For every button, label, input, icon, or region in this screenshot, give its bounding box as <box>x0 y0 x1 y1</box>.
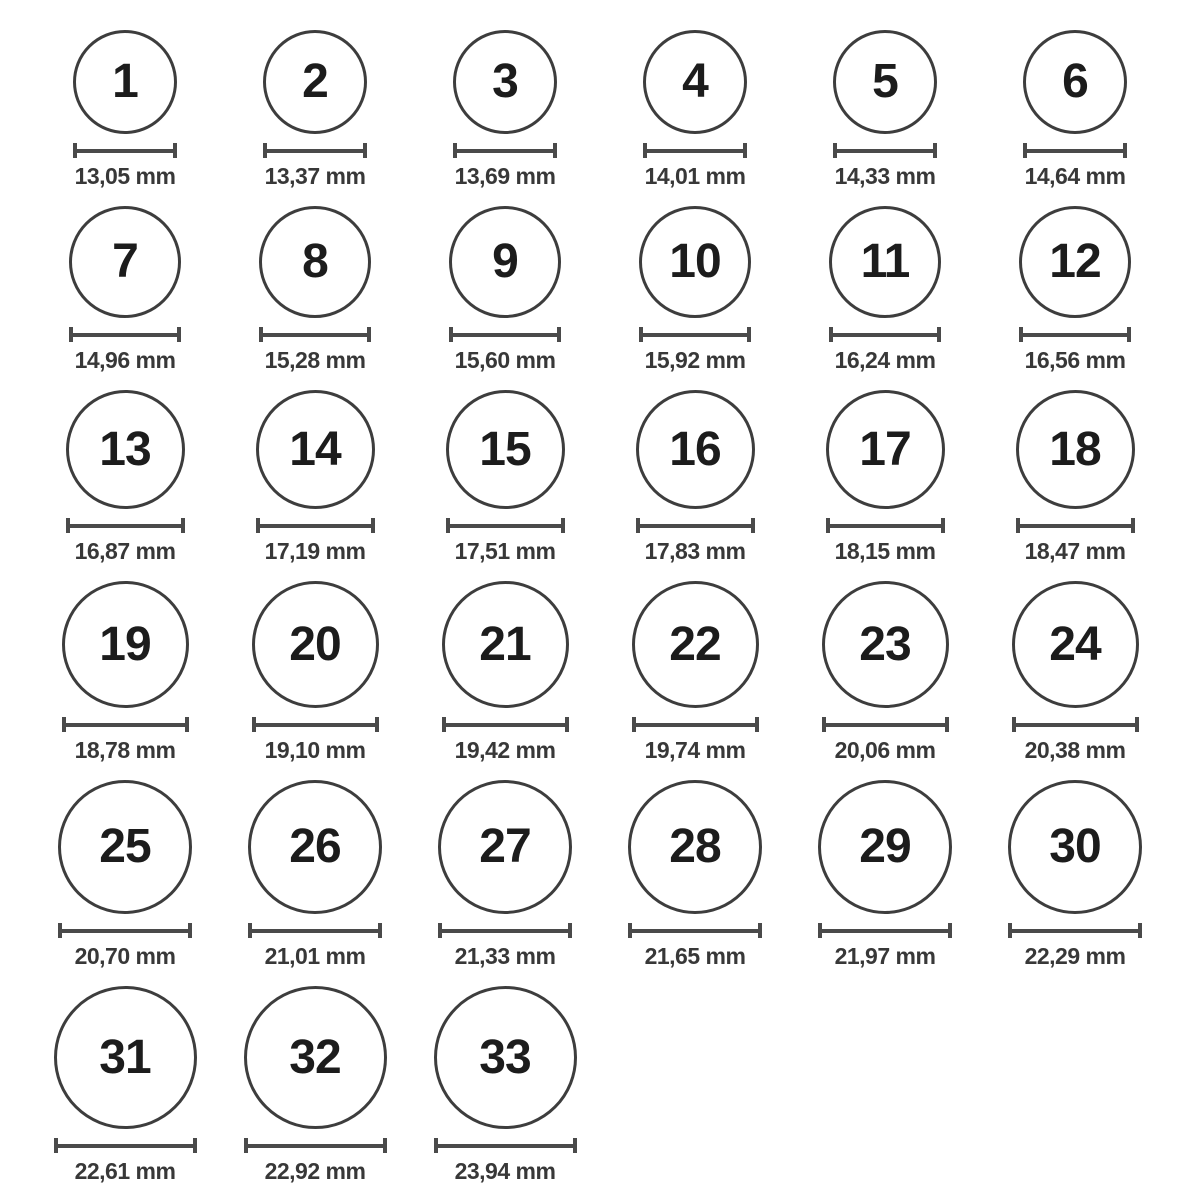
diameter-label: 18,78 mm <box>74 737 176 763</box>
diameter-ruler <box>442 717 569 732</box>
ring-number: 22 <box>669 617 721 671</box>
diameter-label: 14,33 mm <box>834 163 936 189</box>
diameter-ruler <box>643 143 747 158</box>
diameter-ruler <box>822 717 949 732</box>
ruler-line <box>1018 524 1133 528</box>
ring-size-item <box>30 390 220 565</box>
diameter-ruler <box>434 1138 577 1153</box>
ring-size-item <box>790 390 980 565</box>
diameter-label: 21,65 mm <box>644 943 746 969</box>
ring-circle <box>69 206 181 318</box>
ruler-line <box>436 1144 575 1148</box>
ring-number: 33 <box>479 1030 531 1084</box>
diameter-label: 17,51 mm <box>454 538 556 564</box>
diameter-label: 21,01 mm <box>264 943 366 969</box>
diameter-label: 19,74 mm <box>644 737 746 763</box>
ruler-line <box>64 723 187 727</box>
ring-circle <box>1019 206 1131 318</box>
ring-number: 31 <box>99 1030 151 1084</box>
diameter-ruler <box>1012 717 1139 732</box>
ring-size-item <box>980 581 1170 764</box>
ring-size-item <box>790 780 980 970</box>
diameter-label: 20,70 mm <box>74 943 176 969</box>
diameter-label: 14,64 mm <box>1024 163 1126 189</box>
ruler-line <box>831 333 939 337</box>
diameter-ruler <box>639 327 751 342</box>
ring-circle <box>248 780 382 914</box>
ring-size-item <box>980 390 1170 565</box>
diameter-label: 13,05 mm <box>74 163 176 189</box>
diameter-label: 15,28 mm <box>264 347 366 373</box>
ruler-line <box>258 524 373 528</box>
ring-size-row <box>30 780 1170 970</box>
ring-number: 24 <box>1049 617 1101 671</box>
ruler-line <box>448 524 563 528</box>
diameter-label: 16,87 mm <box>74 538 176 564</box>
ring-circle <box>639 206 751 318</box>
ring-number: 15 <box>479 422 531 476</box>
ring-number: 9 <box>492 235 518 288</box>
ring-size-item <box>980 780 1170 970</box>
ring-number: 21 <box>479 617 531 671</box>
diameter-label: 15,92 mm <box>644 347 746 373</box>
ruler-line <box>455 149 555 153</box>
diameter-ruler <box>54 1138 197 1153</box>
ring-circle <box>1016 390 1135 509</box>
ring-size-item <box>790 581 980 764</box>
ring-size-row <box>30 390 1170 565</box>
ring-number: 13 <box>99 422 151 476</box>
ring-circle <box>822 581 949 708</box>
ring-circle <box>256 390 375 509</box>
diameter-ruler <box>62 717 189 732</box>
ring-size-item <box>410 390 600 565</box>
diameter-ruler <box>446 518 565 533</box>
ring-number: 1 <box>112 55 138 108</box>
ring-number: 26 <box>289 820 341 873</box>
ring-circle <box>244 986 387 1129</box>
ruler-line <box>828 524 943 528</box>
ring-number: 8 <box>302 235 328 288</box>
diameter-ruler <box>1019 327 1131 342</box>
diameter-label: 22,92 mm <box>264 1158 366 1184</box>
ruler-line <box>56 1144 195 1148</box>
ruler-line <box>444 723 567 727</box>
ring-number: 29 <box>859 820 911 873</box>
diameter-label: 14,96 mm <box>74 347 176 373</box>
diameter-label: 19,42 mm <box>454 737 556 763</box>
ring-number: 4 <box>682 55 708 108</box>
ring-circle <box>643 30 747 134</box>
diameter-ruler <box>66 518 185 533</box>
diameter-label: 20,38 mm <box>1024 737 1126 763</box>
ring-number: 25 <box>99 820 151 873</box>
diameter-ruler <box>632 717 759 732</box>
ring-size-item <box>600 30 790 190</box>
ring-number: 23 <box>859 617 911 671</box>
ring-size-row <box>30 30 1170 190</box>
ring-circle <box>73 30 177 134</box>
diameter-label: 23,94 mm <box>454 1158 556 1184</box>
ring-number: 5 <box>872 55 898 108</box>
ring-number: 30 <box>1049 820 1101 873</box>
diameter-label: 21,33 mm <box>454 943 556 969</box>
diameter-label: 18,47 mm <box>1024 538 1126 564</box>
diameter-ruler <box>1023 143 1127 158</box>
ring-number: 19 <box>99 617 151 671</box>
diameter-ruler <box>248 923 382 938</box>
diameter-label: 17,83 mm <box>644 538 746 564</box>
ring-circle <box>446 390 565 509</box>
diameter-ruler <box>69 327 181 342</box>
diameter-ruler <box>244 1138 387 1153</box>
ring-circle <box>833 30 937 134</box>
ruler-line <box>820 929 950 933</box>
ruler-line <box>250 929 380 933</box>
ring-number: 2 <box>302 55 328 108</box>
diameter-ruler <box>449 327 561 342</box>
ruler-line <box>1014 723 1137 727</box>
ring-number: 27 <box>479 820 531 873</box>
diameter-ruler <box>1016 518 1135 533</box>
ruler-line <box>641 333 749 337</box>
ring-circle <box>1008 780 1142 914</box>
ring-size-item <box>980 30 1170 190</box>
ring-size-item <box>980 206 1170 374</box>
ring-circle <box>453 30 557 134</box>
ring-circle <box>66 390 185 509</box>
ring-number: 16 <box>669 422 721 476</box>
ring-size-item <box>220 30 410 190</box>
diameter-ruler <box>259 327 371 342</box>
ring-circle <box>263 30 367 134</box>
ruler-line <box>75 149 175 153</box>
ruler-line <box>1021 333 1129 337</box>
ring-size-item <box>790 206 980 374</box>
ruler-line <box>638 524 753 528</box>
ruler-line <box>254 723 377 727</box>
ring-circle <box>826 390 945 509</box>
ring-circle <box>442 581 569 708</box>
ring-size-item <box>30 780 220 970</box>
ring-circle <box>434 986 577 1129</box>
diameter-ruler <box>453 143 557 158</box>
ring-circle <box>632 581 759 708</box>
diameter-ruler <box>829 327 941 342</box>
diameter-label: 16,56 mm <box>1024 347 1126 373</box>
ring-circle <box>1023 30 1127 134</box>
ring-size-item <box>30 30 220 190</box>
ring-size-row <box>30 206 1170 374</box>
diameter-label: 14,01 mm <box>644 163 746 189</box>
ring-number: 11 <box>860 235 910 288</box>
ring-size-item <box>600 206 790 374</box>
ring-number: 17 <box>859 422 911 476</box>
ring-number: 14 <box>289 422 341 476</box>
ring-size-item <box>220 581 410 764</box>
ring-size-item <box>600 390 790 565</box>
ruler-line <box>634 723 757 727</box>
ring-size-item <box>410 780 600 970</box>
ring-circle <box>628 780 762 914</box>
ring-circle <box>636 390 755 509</box>
ring-number: 32 <box>289 1030 341 1084</box>
ruler-line <box>824 723 947 727</box>
ring-circle <box>58 780 192 914</box>
ring-size-item <box>410 581 600 764</box>
ruler-line <box>630 929 760 933</box>
diameter-ruler <box>58 923 192 938</box>
diameter-ruler <box>256 518 375 533</box>
diameter-ruler <box>252 717 379 732</box>
ring-size-item <box>220 986 410 1185</box>
ring-size-row <box>30 986 1170 1185</box>
ring-size-item <box>410 30 600 190</box>
ring-size-item <box>30 581 220 764</box>
ruler-line <box>451 333 559 337</box>
diameter-label: 22,61 mm <box>74 1158 176 1184</box>
diameter-label: 15,60 mm <box>454 347 556 373</box>
ring-size-item <box>600 780 790 970</box>
ring-size-item <box>220 390 410 565</box>
ruler-line <box>835 149 935 153</box>
ring-size-item <box>410 206 600 374</box>
diameter-label: 16,24 mm <box>834 347 936 373</box>
ring-size-item <box>600 581 790 764</box>
ring-number: 12 <box>1049 235 1101 288</box>
ruler-line <box>261 333 369 337</box>
ring-number: 18 <box>1049 422 1101 476</box>
ring-number: 10 <box>669 235 721 288</box>
ring-circle <box>62 581 189 708</box>
diameter-ruler <box>833 143 937 158</box>
ruler-line <box>246 1144 385 1148</box>
ring-circle <box>818 780 952 914</box>
ring-size-row <box>30 581 1170 764</box>
ring-size-item <box>790 30 980 190</box>
ring-circle <box>252 581 379 708</box>
ruler-line <box>645 149 745 153</box>
diameter-ruler <box>73 143 177 158</box>
ring-circle <box>829 206 941 318</box>
ruler-line <box>265 149 365 153</box>
diameter-ruler <box>818 923 952 938</box>
ring-size-item <box>220 206 410 374</box>
ring-number: 6 <box>1062 55 1088 108</box>
diameter-ruler <box>1008 923 1142 938</box>
diameter-label: 18,15 mm <box>834 538 936 564</box>
diameter-label: 21,97 mm <box>834 943 936 969</box>
ring-number: 28 <box>669 820 721 873</box>
diameter-label: 13,69 mm <box>454 163 556 189</box>
diameter-ruler <box>263 143 367 158</box>
diameter-label: 19,10 mm <box>264 737 366 763</box>
ring-number: 20 <box>289 617 341 671</box>
ruler-line <box>440 929 570 933</box>
ring-number: 7 <box>112 235 138 288</box>
diameter-label: 20,06 mm <box>834 737 936 763</box>
ring-size-item <box>30 986 220 1185</box>
ruler-line <box>1010 929 1140 933</box>
ruler-line <box>68 524 183 528</box>
ring-size-item <box>410 986 600 1185</box>
diameter-label: 13,37 mm <box>264 163 366 189</box>
ring-size-item <box>30 206 220 374</box>
ring-circle <box>438 780 572 914</box>
ring-circle <box>54 986 197 1129</box>
diameter-label: 22,29 mm <box>1024 943 1126 969</box>
ring-circle <box>259 206 371 318</box>
ring-circle <box>449 206 561 318</box>
ruler-line <box>1025 149 1125 153</box>
ring-number: 3 <box>492 55 518 108</box>
diameter-label: 17,19 mm <box>264 538 366 564</box>
ruler-line <box>60 929 190 933</box>
ring-circle <box>1012 581 1139 708</box>
ring-size-item <box>220 780 410 970</box>
diameter-ruler <box>636 518 755 533</box>
diameter-ruler <box>628 923 762 938</box>
diameter-ruler <box>438 923 572 938</box>
diameter-ruler <box>826 518 945 533</box>
ruler-line <box>71 333 179 337</box>
